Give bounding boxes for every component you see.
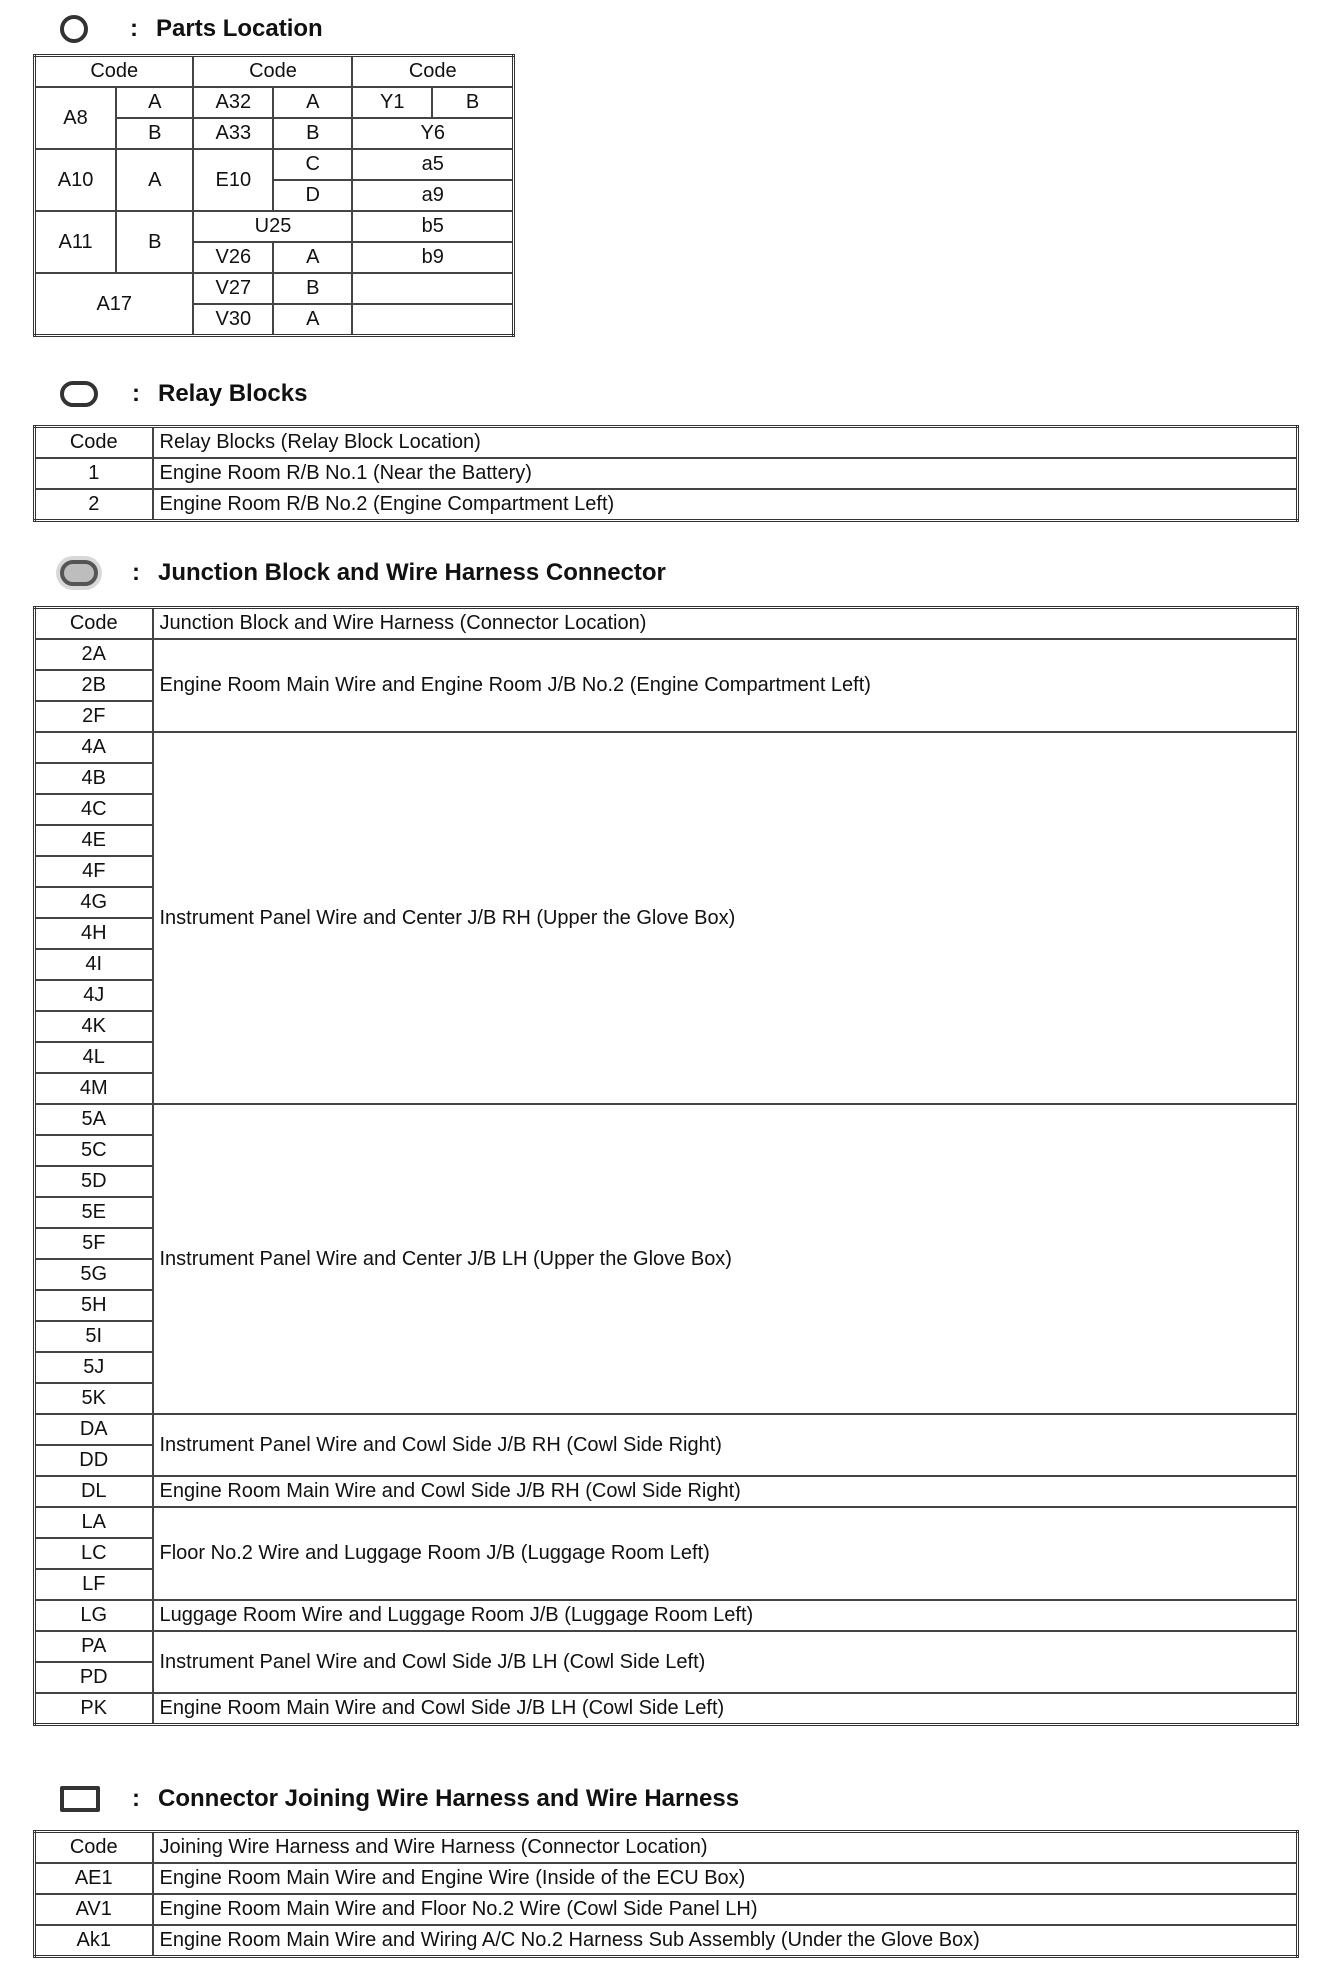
table-header: Code (193, 56, 352, 88)
table-row (35, 1925, 1298, 1957)
table-header: Junction Block and Wire Harness (Connector Location) (153, 608, 1298, 640)
location-cell: Engine Room Main Wire and Engine Room J/B No.2 (Engine Compartment Left) (153, 639, 1298, 732)
table-cell: B (273, 118, 352, 149)
location-cell: Luggage Room Wire and Luggage Room J/B (Luggage Room Left) (153, 1600, 1298, 1631)
code-cell: 5E (35, 1197, 153, 1228)
table-cell: E10 (193, 149, 273, 211)
table-cell: Engine Room Main Wire and Wiring A/C No.2 Harness Sub Assembly (Under the Glove Box) (153, 1925, 1298, 1957)
code-cell: 5H (35, 1290, 153, 1321)
table-cell: a9 (352, 180, 513, 211)
table-cell: Engine Room Main Wire and Engine Wire (Inside of the ECU Box) (153, 1863, 1298, 1894)
code-cell: LA (35, 1507, 153, 1538)
table-cell: 2 (35, 489, 153, 521)
code-cell: 5K (35, 1383, 153, 1414)
oval-symbol-icon (60, 381, 98, 407)
location-cell: Floor No.2 Wire and Luggage Room J/B (Luggage Room Left) (153, 1507, 1298, 1600)
code-cell: 5D (35, 1166, 153, 1197)
table-cell: Ak1 (35, 1925, 153, 1957)
table-header: Code (35, 427, 153, 459)
code-cell: 4J (35, 980, 153, 1011)
table-row (35, 489, 1298, 521)
code-cell: PK (35, 1693, 153, 1725)
location-cell: Engine Room Main Wire and Cowl Side J/B RH (Cowl Side Right) (153, 1476, 1298, 1507)
table-cell: 1 (35, 458, 153, 489)
table-cell: b9 (352, 242, 513, 273)
table-cell: A (273, 304, 352, 336)
table-cell: V27 (193, 273, 273, 304)
table-cell: C (273, 149, 352, 180)
table-cell: U25 (193, 211, 352, 242)
parts-location-table (33, 54, 515, 337)
table-cell: B (273, 273, 352, 304)
table-header: Joining Wire Harness and Wire Harness (Connector Location) (153, 1832, 1298, 1864)
code-cell: 5F (35, 1228, 153, 1259)
connector-joining-heading (60, 1779, 739, 1819)
code-cell: 4E (35, 825, 153, 856)
parts-location-title: Parts Location (156, 15, 323, 42)
code-cell: 4M (35, 1073, 153, 1104)
code-cell: 5I (35, 1321, 153, 1352)
table-header: Code (35, 56, 194, 88)
code-cell: PD (35, 1662, 153, 1693)
connector-colon: : (132, 1785, 140, 1812)
table-header: Code (35, 1832, 153, 1864)
table-cell: Engine Room Main Wire and Floor No.2 Wire (Cowl Side Panel LH) (153, 1894, 1298, 1925)
table-cell: AV1 (35, 1894, 153, 1925)
relay-blocks-title: Relay Blocks (158, 380, 308, 407)
junction-block-table (33, 606, 1299, 1726)
relay-blocks-heading (60, 374, 307, 414)
location-cell: Instrument Panel Wire and Cowl Side J/B LH (Cowl Side Left) (153, 1631, 1298, 1693)
table-cell (352, 304, 513, 336)
code-cell: 5A (35, 1104, 153, 1135)
code-cell: 4G (35, 887, 153, 918)
location-cell: Instrument Panel Wire and Center J/B RH (Upper the Glove Box) (153, 732, 1298, 1104)
table-cell: Y6 (352, 118, 513, 149)
relay-blocks-table (33, 425, 1299, 522)
code-cell: DD (35, 1445, 153, 1476)
location-cell: Engine Room Main Wire and Cowl Side J/B LH (Cowl Side Left) (153, 1693, 1298, 1725)
table-cell: Engine Room R/B No.1 (Near the Battery) (153, 458, 1298, 489)
code-cell: 5C (35, 1135, 153, 1166)
table-cell: A10 (35, 149, 117, 211)
location-cell: Instrument Panel Wire and Cowl Side J/B RH (Cowl Side Right) (153, 1414, 1298, 1476)
table-cell: B (432, 87, 513, 118)
code-cell: LF (35, 1569, 153, 1600)
table-cell: A32 (193, 87, 273, 118)
code-cell: 2F (35, 701, 153, 732)
code-cell: 5G (35, 1259, 153, 1290)
parts-location-heading (60, 9, 323, 49)
shaded-oval-symbol-icon (60, 560, 98, 586)
table-cell: Y1 (352, 87, 432, 118)
table-row (35, 458, 1298, 489)
connector-joining-table (33, 1830, 1299, 1958)
table-cell: b5 (352, 211, 513, 242)
code-cell: DA (35, 1414, 153, 1445)
code-cell: 4H (35, 918, 153, 949)
code-cell: LG (35, 1600, 153, 1631)
table-cell: A17 (35, 273, 194, 336)
code-cell: DL (35, 1476, 153, 1507)
table-header: Relay Blocks (Relay Block Location) (153, 427, 1298, 459)
table-header: Code (352, 56, 513, 88)
relay-colon: : (132, 380, 140, 407)
table-cell: D (273, 180, 352, 211)
circle-symbol-icon (60, 15, 88, 43)
code-cell: PA (35, 1631, 153, 1662)
code-cell: 4A (35, 732, 153, 763)
table-cell: Engine Room R/B No.2 (Engine Compartment Left) (153, 489, 1298, 521)
junction-block-title: Junction Block and Wire Harness Connector (158, 559, 666, 586)
junction-colon: : (132, 559, 140, 586)
table-cell: B (116, 118, 193, 149)
table-row (35, 1863, 1298, 1894)
code-cell: 4C (35, 794, 153, 825)
code-cell: LC (35, 1538, 153, 1569)
parts-colon: : (130, 15, 138, 42)
table-cell: B (116, 211, 193, 273)
code-cell: 4K (35, 1011, 153, 1042)
junction-block-heading (60, 553, 666, 593)
rectangle-symbol-icon (60, 1786, 100, 1812)
table-cell: A33 (193, 118, 273, 149)
table-cell: V26 (193, 242, 273, 273)
table-cell: A8 (35, 87, 117, 149)
code-cell: 4F (35, 856, 153, 887)
table-cell: A (116, 149, 193, 211)
location-cell: Instrument Panel Wire and Center J/B LH (Upper the Glove Box) (153, 1104, 1298, 1414)
connector-joining-title: Connector Joining Wire Harness and Wire Harness (158, 1785, 740, 1812)
table-cell: V30 (193, 304, 273, 336)
code-cell: 5J (35, 1352, 153, 1383)
table-cell (352, 273, 513, 304)
code-cell: 4L (35, 1042, 153, 1073)
code-cell: 4B (35, 763, 153, 794)
table-cell: A (273, 242, 352, 273)
table-cell: AE1 (35, 1863, 153, 1894)
code-cell: 2B (35, 670, 153, 701)
table-header: Code (35, 608, 153, 640)
code-cell: 2A (35, 639, 153, 670)
table-cell: A (273, 87, 352, 118)
table-cell: A11 (35, 211, 117, 273)
table-row (35, 1894, 1298, 1925)
table-cell: a5 (352, 149, 513, 180)
code-cell: 4I (35, 949, 153, 980)
table-cell: A (116, 87, 193, 118)
